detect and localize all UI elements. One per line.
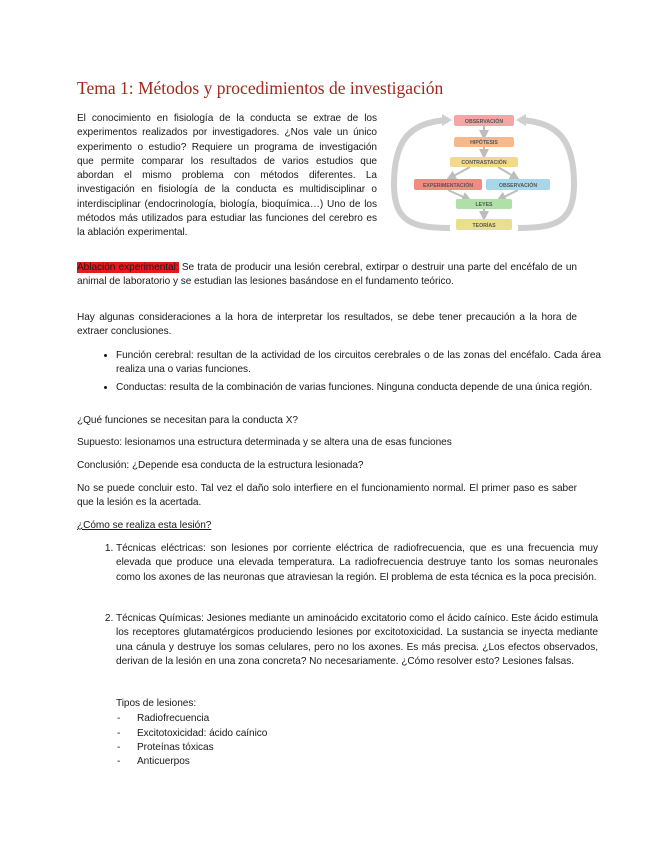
tipos-heading: Tipos de lesiones: [116, 698, 197, 709]
no-concluir-paragraph: No se puede concluir esto. Tal vez el daño solo interfiere en el funcionamiento normal. El primer paso es saber que la lesión es la acertada. [77, 483, 577, 509]
tecnicas-list-2 [97, 612, 598, 669]
intro-paragraph: El conocimiento en fisiología de la conducta se extrae de los experimentos realizados por investigadores. ¿Nos vale un único experimento o estudio? Requiere un programa de investigación que permite comparar los resultados de varios estudios que abordan el mismo problema con métodos diferentes. La investigación en fisiología de la conducta es multidisciplinar o interdisciplinar (endocrinología, biología, bioquímica…) Uno de los métodos más utilizados para estudiar las funciones del cerebro es la ablación experimental. [77, 113, 377, 239]
label-teorias: TEORÍAS [472, 223, 496, 229]
conclusion-line: Conclusión: ¿Depende esa conducta de la estructura lesionada? [77, 460, 364, 471]
label-leyes: LEYES [475, 202, 493, 208]
tipos-list [116, 712, 267, 769]
label-hipotesis: HIPÓTESIS [470, 140, 498, 146]
tipo-item: - Excitotoxicidad: ácido caínico [116, 727, 267, 741]
ablacion-paragraph [77, 261, 577, 290]
question-line: ¿Qué funciones se necesitan para la conducta X? [77, 415, 298, 426]
cycle-arrow-right [518, 120, 574, 228]
connector-4 [498, 167, 518, 179]
connector-5 [448, 190, 470, 200]
bullet-item: • Conductas: resulta de la combinación de varias funciones. Ninguna conducta depende de una única región. [116, 381, 601, 395]
bullet-item: • Función cerebral: resultan de la actividad de los circuitos cerebrales o de las zonas del encéfalo. Cada área realiza una o varias funciones. [116, 349, 601, 378]
label-experimentacion: EXPERIMENTACIÓN [422, 183, 474, 189]
ablacion-text: Se trata de producir una lesión cerebral, extirpar o destruir una parte del encéfalo de un animal de laboratorio y se estudian las lesiones basándose en el fundamento teórico. [77, 262, 577, 288]
connector-6 [498, 190, 518, 200]
cycle-arrowhead-right [516, 114, 526, 126]
consideraciones-bullet-list [94, 349, 601, 398]
page-title: Tema 1: Métodos y procedimientos de investigación [77, 78, 444, 98]
label-observacion-right: OBSERVACIÓN [498, 183, 538, 189]
tipo-item: - Proteínas tóxicas [116, 741, 267, 755]
tipo-item: - Radiofrecuencia [116, 712, 267, 726]
cycle-arrow-left [394, 120, 450, 228]
cycle-arrowhead-left [442, 114, 452, 126]
tecnicas-list-1 [97, 542, 598, 585]
connector-3 [448, 167, 470, 179]
label-contrastacion: CONTRASTACIÓN [461, 160, 507, 166]
tecnica-item: 2. Técnicas Químicas: Jesiones mediante un aminoácido excitatorio como el ácido caínico. Este ácido estimula los receptores glutamatérgicos produciendo lesiones por excitotoxicidad. La sustancia se inyecta mediante una cánula y destruye los somas celulares, pero no los axones. Es más precisa. ¿Los efectos observados, derivan de la lesión en una zona concreta? No necesariamente. ¿Cómo resolver esto? Lesiones falsas. [116, 612, 598, 669]
tecnica-item: 1. Técnicas eléctricas: son lesiones por corriente eléctrica de radiofrecuencia, que es una frecuencia muy elevada que produce una elevada temperatura. La radiofrecuencia destruye tanto los somas neuronales como los axones de las neuronas que atraviesan la región. El problema de esta técnica es la poca precisión. [116, 542, 598, 585]
consideraciones-paragraph: Hay algunas consideraciones a la hora de interpretar los resultados, se debe tener precaución a la hora de extraer conclusiones. [77, 312, 577, 338]
tipo-item: - Anticuerpos [116, 755, 267, 769]
tipos-lesiones [116, 697, 267, 769]
scientific-method-diagram [390, 110, 578, 240]
supuesto-line: Supuesto: lesionamos una estructura determinada y se altera una de esas funciones [77, 437, 452, 448]
como-heading: ¿Cómo se realiza esta lesión? [77, 520, 212, 531]
label-observacion-top: OBSERVACIÓN [464, 119, 504, 125]
ablacion-term-highlight: Ablación experimental: [77, 262, 179, 273]
